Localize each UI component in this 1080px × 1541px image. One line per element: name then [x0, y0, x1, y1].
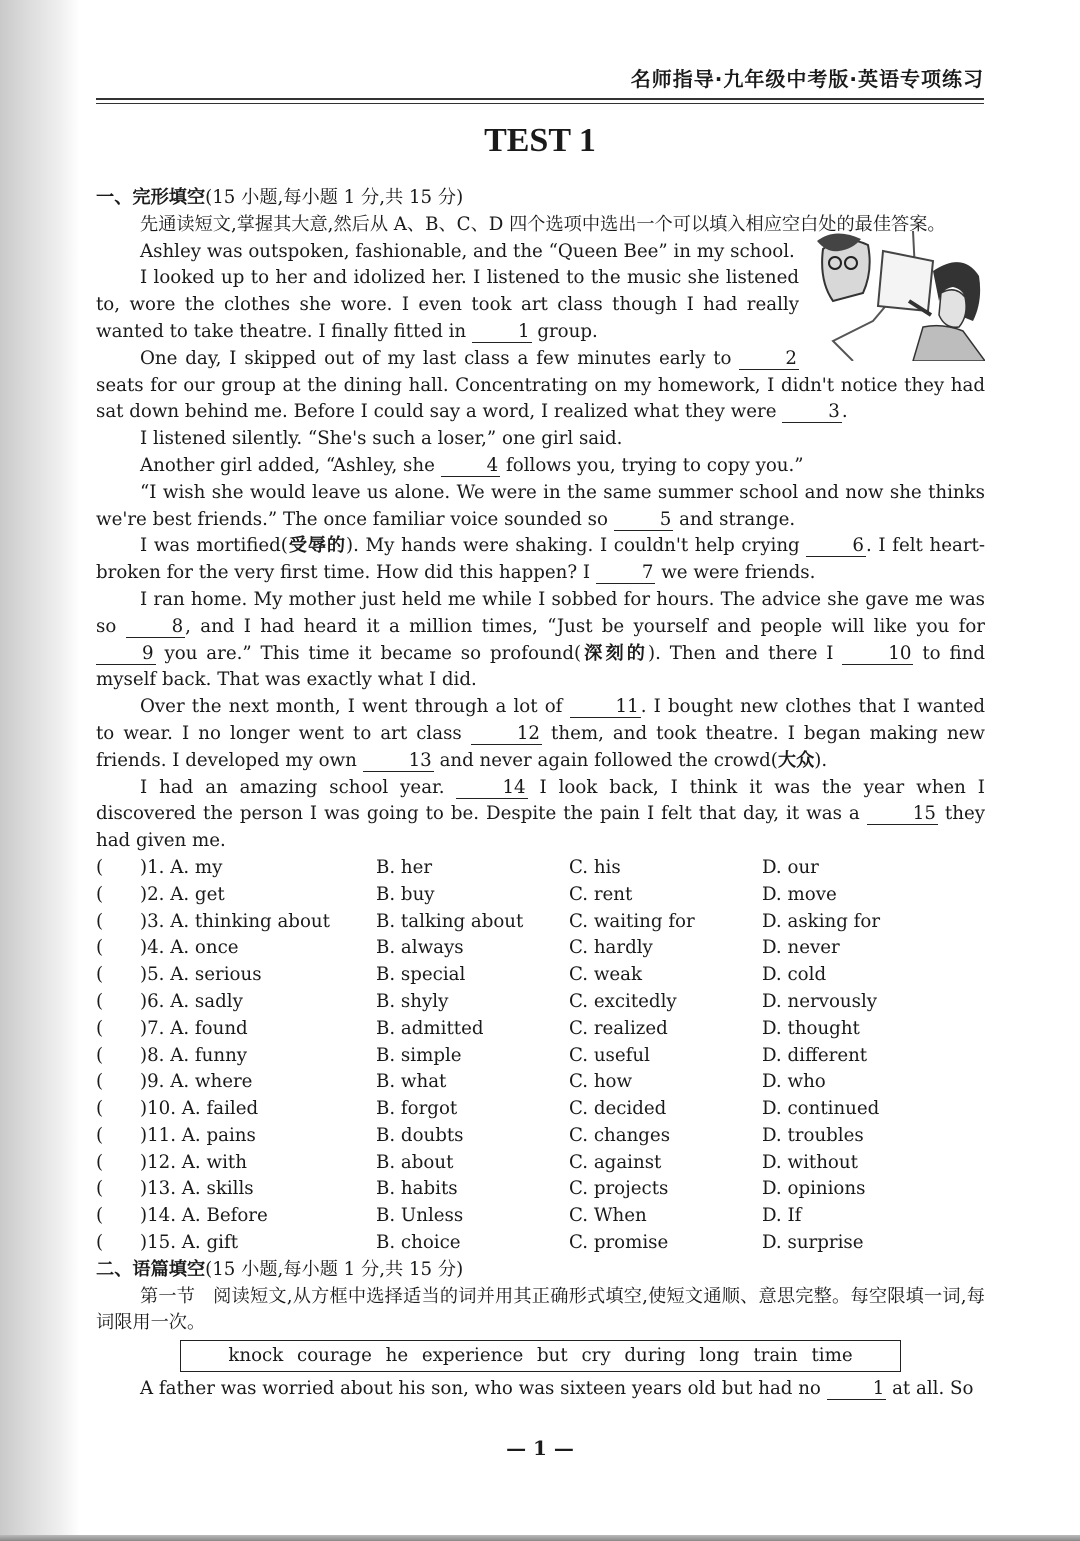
passage-text: at all. So — [892, 1378, 974, 1400]
passage-text: and never again followed the crowd( — [439, 749, 778, 771]
option-b: B. about — [376, 1151, 454, 1173]
passage-text: One day, I skipped out of my last class a few minutes early to — [140, 347, 732, 369]
answer-paren[interactable]: ( — [96, 1205, 104, 1227]
option-b: B. her — [376, 856, 433, 878]
bottom-edge — [0, 1535, 1080, 1541]
option-a: )13. A. skills — [140, 1178, 254, 1200]
passage-text: I ran home. My mother just held me while I sobbed for hours. The advice she gave me was so — [96, 588, 985, 637]
passage-p9 — [96, 694, 985, 774]
passage-p10 — [96, 775, 985, 855]
illustration-girls-image — [813, 231, 985, 361]
option-c: C. changes — [569, 1124, 671, 1146]
option-a: )12. A. with — [140, 1151, 247, 1173]
option-row — [96, 909, 985, 936]
option-d: D. If — [762, 1205, 802, 1227]
option-d: D. cold — [762, 964, 827, 986]
option-d: D. opinions — [762, 1178, 866, 1200]
passage-text: they had given me. — [96, 803, 985, 852]
passage-p5 — [96, 453, 985, 480]
option-a: )8. A. funny — [140, 1044, 248, 1066]
section1-label: 一、完形填空 — [96, 187, 206, 208]
option-a: )14. A. Before — [140, 1205, 268, 1227]
test-title: TEST 1 — [484, 122, 596, 159]
passage-text: ). My hands were shaking. I couldn't help crying — [345, 535, 800, 557]
passage-text: “I wish she would leave us alone. We were in the same summer school and now she thinks we're best friends.” The once familiar voice sounded so — [96, 481, 985, 530]
option-b: B. simple — [376, 1044, 462, 1066]
option-b: B. forgot — [376, 1098, 458, 1120]
option-b: B. talking about — [376, 910, 524, 932]
section2-note: (15 小题,每小题 1 分,共 15 分) — [205, 1258, 464, 1280]
option-d: D. move — [762, 883, 837, 905]
passage-text: and strange. — [679, 508, 796, 530]
passage-text: I had an amazing school year. — [140, 776, 445, 798]
answer-paren[interactable]: ( — [96, 1098, 104, 1120]
blank-1[interactable]: 1 — [827, 1379, 887, 1400]
option-d: D. troubles — [762, 1124, 864, 1146]
passage-text: . I felt heart-broken for the very first time. How did this happen? I — [96, 535, 985, 584]
header-rule — [96, 98, 984, 104]
option-b: B. Unless — [376, 1205, 464, 1227]
option-b: B. always — [376, 937, 464, 959]
option-d: D. who — [762, 1071, 826, 1093]
blank-8[interactable]: 8 — [126, 617, 186, 638]
passage-text: seats for our group at the dining hall. Concentrating on my homework, I didn't notice they had sat down behind me. Before I could say a word, I realized what they were — [96, 374, 985, 423]
option-row — [96, 1123, 985, 1150]
option-d: D. never — [762, 937, 840, 959]
passage-text: Another girl added, “Ashley, she — [140, 454, 435, 476]
passage-text: ). — [814, 749, 828, 771]
option-a: )15. A. gift — [140, 1232, 238, 1254]
option-c: C. decided — [569, 1098, 667, 1120]
word-box: knock courage he experience but cry during long train time — [180, 1340, 901, 1372]
option-row — [96, 935, 985, 962]
option-row — [96, 962, 985, 989]
option-b: B. buy — [376, 883, 435, 905]
option-c: C. rent — [569, 883, 633, 905]
option-a: )5. A. serious — [140, 964, 262, 986]
blank-4[interactable]: 4 — [441, 456, 501, 477]
option-d: D. our — [762, 856, 819, 878]
chinese-gloss: 深刻的 — [581, 642, 649, 664]
blank-6[interactable]: 6 — [806, 536, 866, 557]
option-a: )1. A. my — [140, 856, 223, 878]
answer-paren[interactable]: ( — [96, 964, 104, 986]
part-label: 第一节 — [140, 1285, 196, 1307]
option-c: C. When — [569, 1205, 647, 1227]
passage-text: Over the next month, I went through a lot of — [140, 696, 563, 718]
passage-text: ). Then and there I — [648, 642, 834, 664]
blank-14[interactable]: 14 — [456, 778, 527, 799]
option-a: )3. A. thinking about — [140, 910, 330, 932]
chinese-gloss: 大众 — [777, 749, 815, 771]
passage-text: . — [841, 401, 848, 423]
option-a: )2. A. get — [140, 883, 225, 905]
option-d: D. different — [762, 1044, 868, 1066]
answer-paren[interactable]: ( — [96, 856, 104, 878]
option-b: B. special — [376, 964, 466, 986]
blank-2[interactable]: 2 — [739, 349, 799, 370]
page-shadow-edge — [0, 0, 80, 1541]
section2-instruction — [96, 1284, 985, 1338]
answer-paren[interactable]: ( — [96, 1232, 104, 1254]
answer-paren[interactable]: ( — [96, 910, 104, 932]
blank-1[interactable]: 1 — [472, 322, 532, 343]
answer-paren[interactable]: ( — [96, 937, 104, 959]
passage-p7 — [96, 533, 985, 587]
passage-p4: I listened silently. “She's such a loser,” one girl said. — [140, 428, 623, 450]
option-a: )11. A. pains — [140, 1124, 256, 1146]
passage-text: group. — [537, 320, 598, 342]
option-b: B. habits — [376, 1178, 458, 1200]
option-a: )4. A. once — [140, 937, 239, 959]
passage-text: A father was worried about his son, who was sixteen years old but had no — [140, 1378, 821, 1400]
option-d: D. surprise — [762, 1232, 864, 1254]
option-row — [96, 989, 985, 1016]
option-a: )7. A. found — [140, 1017, 248, 1039]
passage-text: you are.” This time it became so profound( — [164, 642, 582, 664]
option-c: C. realized — [569, 1017, 668, 1039]
option-row — [96, 855, 985, 882]
option-c: C. against — [569, 1151, 662, 1173]
option-c: C. promise — [569, 1232, 669, 1254]
blank-15[interactable]: 15 — [867, 804, 938, 825]
blank-13[interactable]: 13 — [363, 751, 434, 772]
blank-5[interactable]: 5 — [614, 510, 674, 531]
blank-11[interactable]: 11 — [570, 697, 641, 718]
passage-text: I was mortified( — [140, 535, 288, 557]
answer-paren[interactable]: ( — [96, 1044, 104, 1066]
option-c: C. projects — [569, 1178, 669, 1200]
blank-10[interactable]: 10 — [842, 644, 913, 665]
option-c: C. weak — [569, 964, 643, 986]
section1-note: (15 小题,每小题 1 分,共 15 分) — [205, 187, 464, 208]
option-c: C. his — [569, 856, 621, 878]
option-b: B. what — [376, 1071, 447, 1093]
book-header: 名师指导·九年级中考版·英语专项练习 — [630, 67, 984, 91]
options-table — [96, 855, 985, 1257]
option-row — [96, 1043, 985, 1070]
option-d: D. nervously — [762, 990, 878, 1012]
chinese-gloss: 受辱的 — [287, 535, 346, 557]
section1-heading — [96, 185, 985, 212]
option-row — [96, 1096, 985, 1123]
option-b: B. shyly — [376, 990, 449, 1012]
option-b: B. choice — [376, 1232, 461, 1254]
passage-text: I look back, I think it was the year when I discovered the person I was going to be. Despite the pain I felt that day, it was a — [96, 776, 985, 825]
passage-text: I looked up to her and idolized her. I listened to the music she listened to, wore the clothes she wore. I even took art class though I had really wanted to take theatre. I finally fitted in — [96, 267, 799, 342]
option-a: )10. A. failed — [140, 1098, 259, 1120]
option-d: D. thought — [762, 1017, 860, 1039]
option-row — [96, 1176, 985, 1203]
option-d: D. asking for — [762, 910, 881, 932]
option-row — [96, 1150, 985, 1177]
passage-p6 — [96, 480, 985, 534]
option-row — [96, 1203, 985, 1230]
blank-9[interactable]: 9 — [96, 644, 156, 665]
section2-passage — [96, 1376, 985, 1403]
option-a: )6. A. sadly — [140, 990, 243, 1012]
option-row — [96, 1069, 985, 1096]
blank-3[interactable]: 3 — [782, 402, 842, 423]
passage-text: . I bought new clothes that I wanted to wear. I no longer went to art class — [96, 696, 985, 744]
answer-paren[interactable]: ( — [96, 883, 104, 905]
passage-p1: Ashley was outspoken, fashionable, and the “Queen Bee” in my school. — [140, 240, 795, 262]
section2-label: 二、语篇填空 — [96, 1258, 206, 1280]
option-b: B. admitted — [376, 1017, 484, 1039]
blank-12[interactable]: 12 — [471, 724, 542, 745]
option-c: C. excitedly — [569, 990, 677, 1012]
passage-p8 — [96, 587, 985, 694]
answer-paren[interactable]: ( — [96, 990, 104, 1012]
option-b: B. doubts — [376, 1124, 464, 1146]
option-c: C. waiting for — [569, 910, 695, 932]
instruction-text: 阅读短文,从方框中选择适当的词并用其正确形式填空,使短文通顺、意思完整。每空限填一词,每词限用一次。 — [96, 1285, 985, 1334]
option-row — [96, 1230, 985, 1257]
option-c: C. hardly — [569, 937, 653, 959]
passage-text: follows you, trying to copy you.” — [506, 454, 804, 476]
option-a: )9. A. where — [140, 1071, 253, 1093]
option-row — [96, 882, 985, 909]
answer-paren[interactable]: ( — [96, 1151, 104, 1173]
passage-text: we were friends. — [661, 562, 816, 584]
option-d: D. continued — [762, 1098, 880, 1120]
passage-text: to find myself back. That was exactly what I did. — [96, 642, 985, 691]
answer-paren[interactable]: ( — [96, 1071, 104, 1093]
blank-7[interactable]: 7 — [596, 563, 656, 584]
page-content — [96, 185, 985, 1403]
section1-instruction: 先通读短文,掌握其大意,然后从 A、B、C、D 四个选项中选出一个可以填入相应空白处的最佳答案。 — [140, 213, 946, 235]
passage-text: them, and took theatre. I began making new friends. I developed my own — [96, 722, 985, 771]
option-c: C. useful — [569, 1044, 650, 1066]
section2-heading — [96, 1257, 985, 1284]
answer-paren[interactable]: ( — [96, 1017, 104, 1039]
option-c: C. how — [569, 1071, 633, 1093]
option-row — [96, 1016, 985, 1043]
page-number: — 1 — — [506, 1436, 574, 1460]
option-d: D. without — [762, 1151, 858, 1173]
passage-text: , and I had heard it a million times, “Just be yourself and people will like you for — [185, 615, 985, 637]
answer-paren[interactable]: ( — [96, 1124, 104, 1146]
answer-paren[interactable]: ( — [96, 1178, 104, 1200]
